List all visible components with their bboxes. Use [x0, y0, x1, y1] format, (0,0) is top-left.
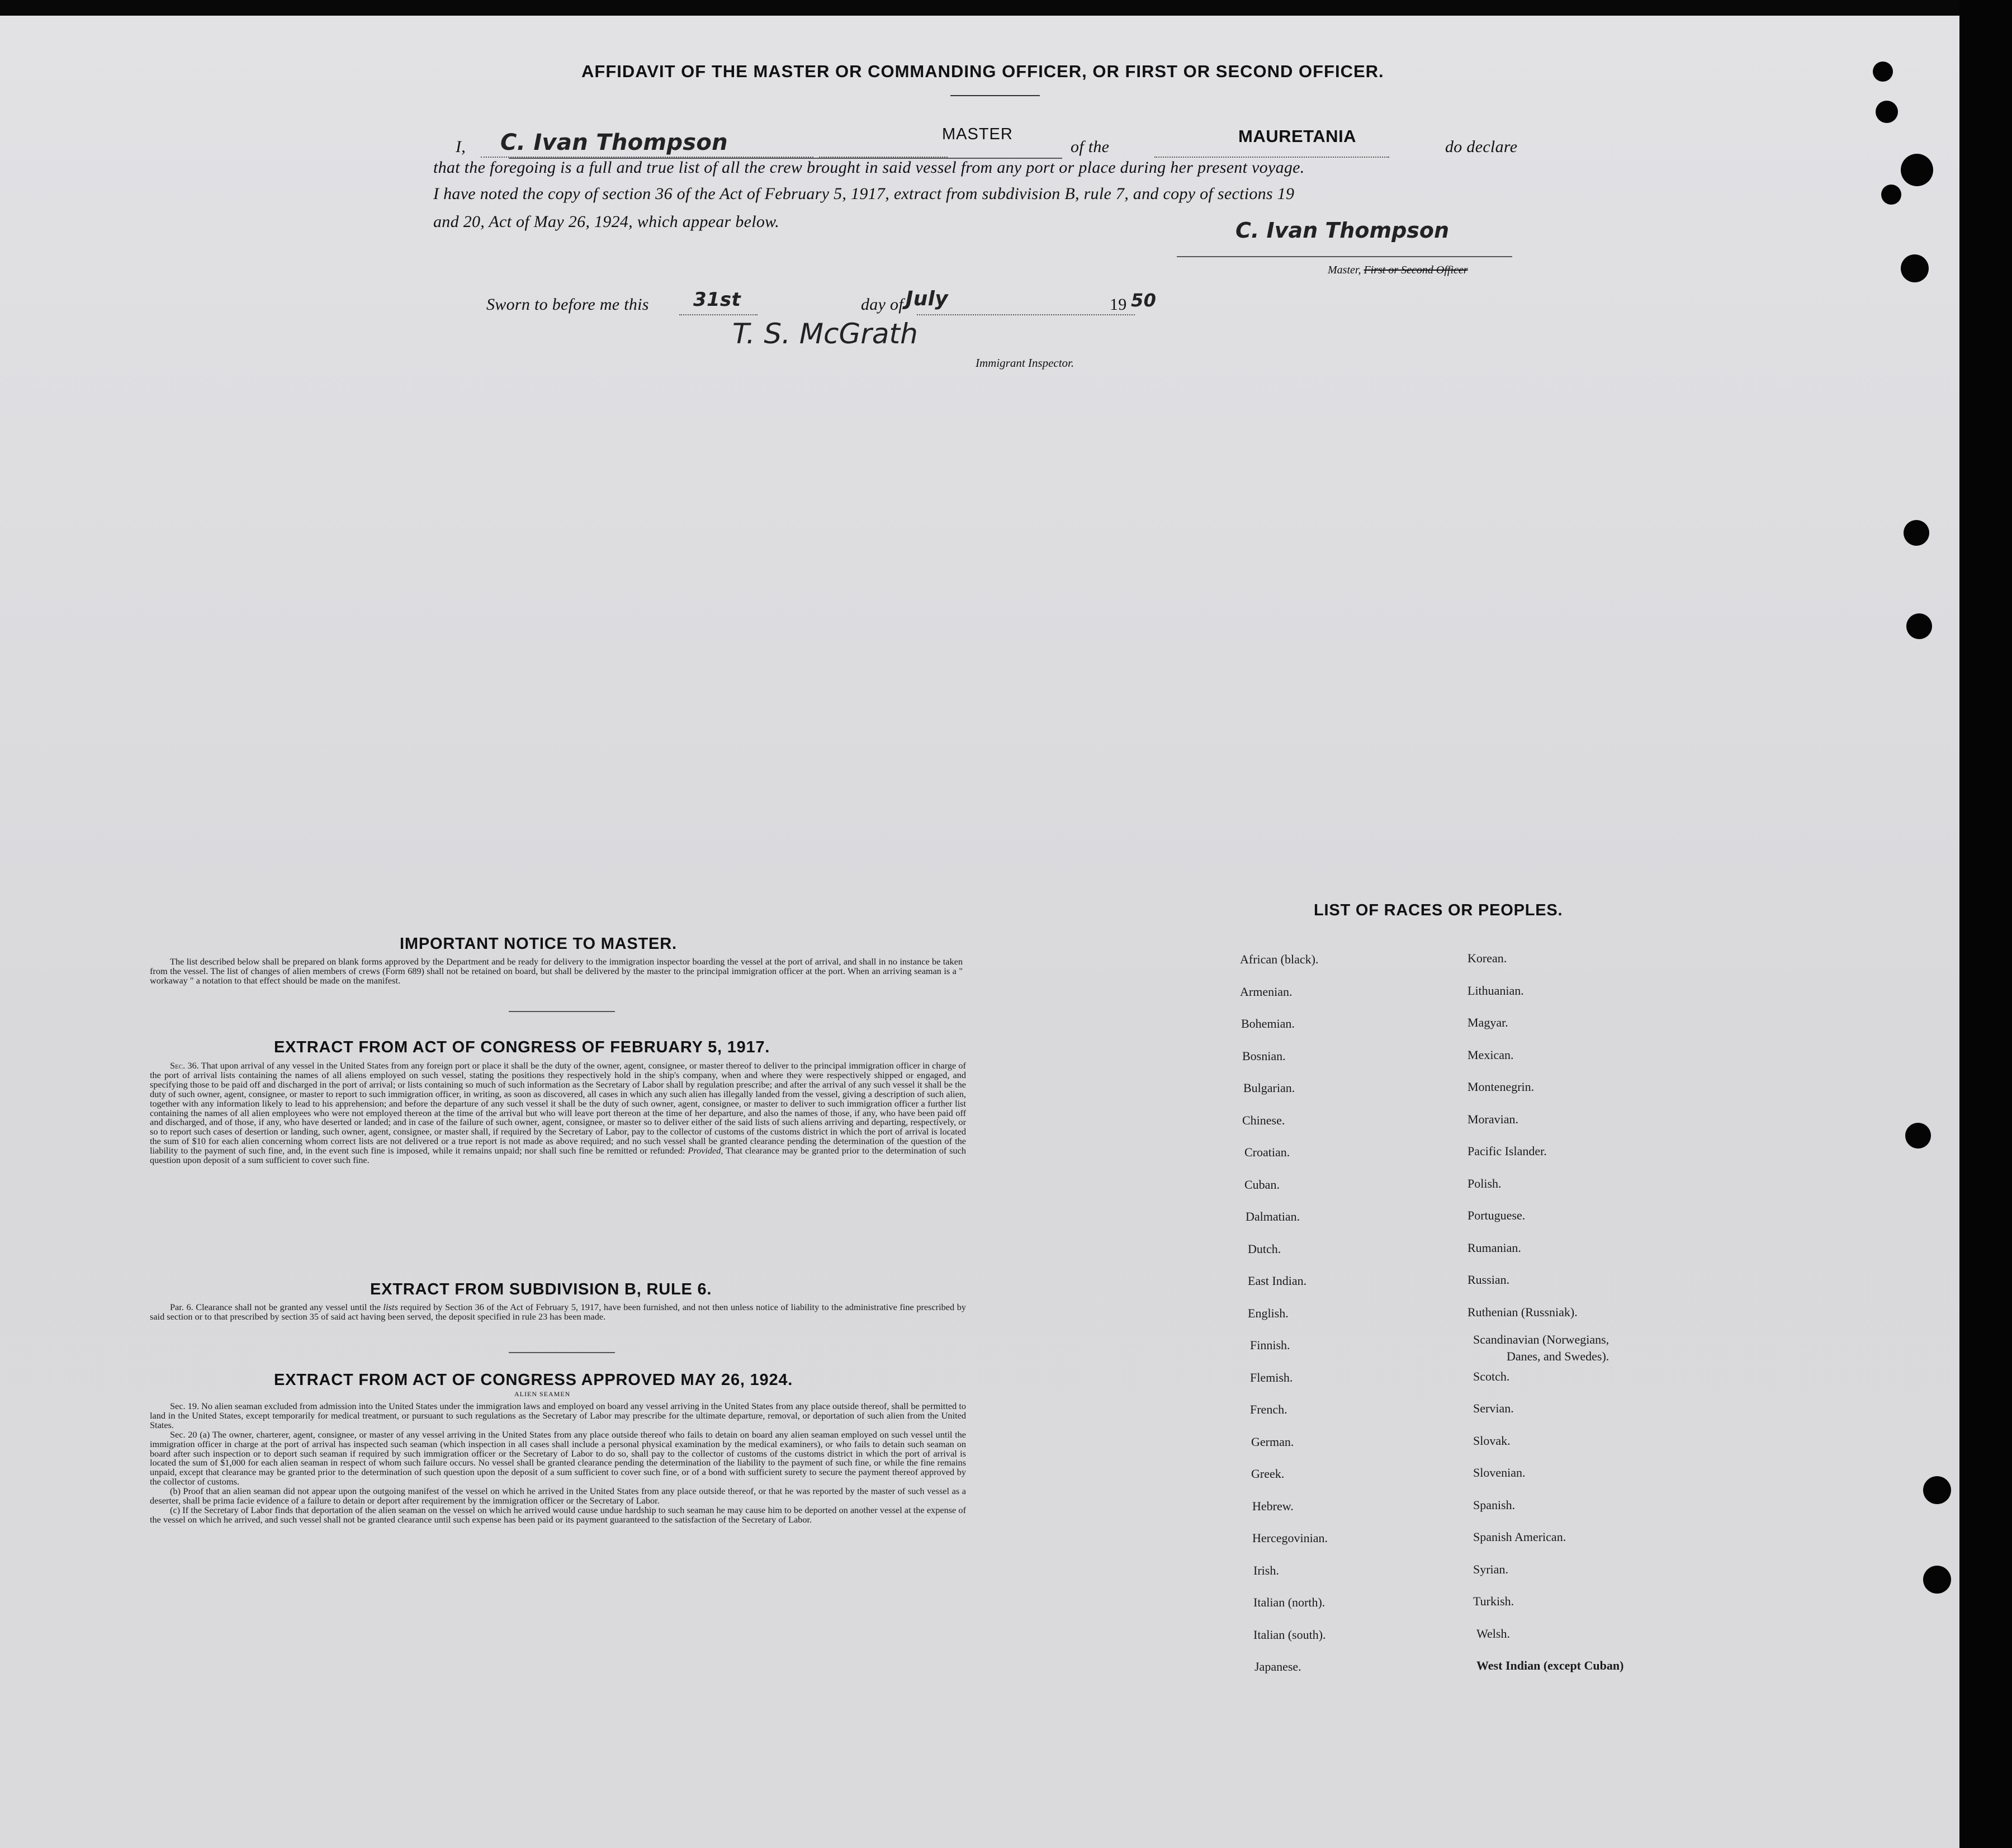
section-36-text: That upon arrival of any vessel in the United States from any foreign port or place it shall be the duty of the owner, agent, consignee, or master thereof to deliver to the principal immigration officer in charge of the port of arrival lists containing the names of all aliens employed on such vessel, stating the positions they respectively hold in the ship's company, when and where they were respectively shipped or engaged, and specifying those to be paid off and discharged in the port of arrival; or lists containing so much of such information as the Secretary of Labor shall by regulation prescribe; and after the arrival of any such vessel it shall be the duty of such owner, agent, consignee, or master to report to such immigration officer, in writing, as soon as discovered, all cases in which any such alien has illegally landed from the vessel, giving a description of such alien, together with any information likely to lead to his apprehension; and before the departure of any such vessel it shall be the duty of such owner, agent, consignee, or master to deliver to such immigration officer a further list containing the names of all alien employees who were not employed thereon at the time of the arrival but who will leave port thereon at the time of her departure, and also the names of those, if any, who have been paid off and discharged, and of those, if any, who have deserted or landed; and in case of the failure of such owner, agent, consignee, or master so to deliver either of the said lists of such aliens arriving and departing, respectively, or so to report such cases of desertion or landing, such owner, agent, consignee, or master shall, if required by the Secretary of Labor, pay to the collector of customs of the customs district in which the port of arrival is located the sum of $10 for each alien concerning whom correct lists are not delivered or a true report is not made as above required; and no such vessel shall be granted clearance pending the determination of the question of the liability to the payment of such fine, and, in the event such fine is imposed, while it remains unpaid; nor shall such fine be remitted or refunded:	[150, 1060, 966, 1156]
lists-word: lists	[383, 1302, 398, 1312]
race-item-right: Syrian.	[1473, 1562, 1508, 1576]
race-item-right: Moravian.	[1467, 1112, 1519, 1126]
rule6-text-end: required by Section 36 of the Act of February 5, 1917, have been furnished, and not then unless notice of liability to the administrative fine prescribed by said section or to that prescribed by section 35 of said act having been served, the deposit specified in rule 23 has been made.	[150, 1302, 967, 1322]
affidavit-line-2: that the foregoing is a full and true list of all the crew brought in said vessel from any port or place during her present voyage.	[433, 158, 1305, 177]
section-label: Sec. 36.	[170, 1060, 199, 1071]
race-item-left: Dalmatian.	[1246, 1209, 1300, 1223]
do-declare-label: do declare	[1445, 138, 1518, 156]
punch-hole	[1881, 185, 1901, 205]
race-item-right: Slovak.	[1473, 1433, 1511, 1448]
race-item-left: Flemish.	[1250, 1370, 1293, 1384]
race-item-right: Korean.	[1467, 951, 1507, 965]
race-item-right: Rumanian.	[1467, 1240, 1521, 1255]
race-item-left: Croatian.	[1244, 1145, 1290, 1159]
signer-title-struck: First or Second Officer	[1364, 264, 1468, 276]
punch-hole	[1901, 154, 1933, 186]
section-20a: Sec. 20 (a) The owner, charterer, agent, consignee, or master of any vessel arriving in the United States from any place outside thereof who fails to detain on board any alien seaman employed on such vessel until the immigration officer in charge at the port of arrival has inspected such seaman (which inspection in all cases shall include a personal physical examination by the medical examiners), or who fails to detain such seaman on board after such inspection or to deport such seaman if required by such immigration officer or the Secretary of Labor to do so, shall pay to the collector of customs of the customs district in which the port of arrival is located the sum of $1,000 for each alien seaman in respect of whom such failure occurs. No vessel shall be granted clearance pending the determination of the liability to the payment of such fine, or while the fine remains unpaid, except that clearance may be granted prior to the determination of such question upon the deposit of a sum sufficient to cover such fine, or of a bond with sufficient surety to secure the payment thereof approved by the collector of customs.	[150, 1429, 966, 1487]
rule6-title: EXTRACT FROM SUBDIVISION B, RULE 6.	[370, 1280, 712, 1298]
ship-name: MAURETANIA	[1238, 126, 1357, 146]
race-item-left: Bulgarian.	[1243, 1081, 1295, 1095]
race-item-right: Spanish.	[1473, 1497, 1516, 1512]
punch-hole	[1876, 101, 1898, 123]
race-item-left: Armenian.	[1240, 984, 1293, 999]
punch-hole	[1905, 1123, 1931, 1148]
of-the-label: of the	[1071, 138, 1110, 156]
notice-paragraph: The list described below shall be prepared on blank forms approved by the Department and be ready for delivery to the immigration inspector boarding the vessel at the port of arrival, and shall in no instance be taken from the vessel. The list of changes of alien members of crews (Form 689) shall not be retained on board, but shall be delivered by the master to the principal immigration officer at the port. When an arriving seaman is a " workaway " a notation to that effect should be made on the manifest.	[150, 956, 963, 986]
divider	[509, 1011, 615, 1012]
race-item-right: Welsh.	[1476, 1626, 1510, 1641]
scandinavian-continuation: Danes, and Swedes).	[1507, 1349, 1609, 1363]
affidavit-line-4: and 20, Act of May 26, 1924, which appear below.	[433, 212, 780, 231]
race-item-right: Scandinavian (Norwegians,	[1473, 1332, 1609, 1346]
race-item-left: German.	[1251, 1434, 1294, 1449]
rule6-text: Par. 6. Clearance shall not be granted any vessel until the	[170, 1302, 381, 1312]
notice-title: IMPORTANT NOTICE TO MASTER.	[400, 935, 677, 953]
month-dotted-line	[917, 314, 1135, 315]
race-item-left: Bosnian.	[1242, 1048, 1286, 1063]
extract-1924-title: EXTRACT FROM ACT OF CONGRESS APPROVED MAY 26, 1924.	[274, 1371, 793, 1389]
races-title: LIST OF RACES OR PEOPLES.	[1314, 901, 1563, 919]
scan-border-right	[1959, 0, 2012, 1848]
race-item-left: Dutch.	[1248, 1241, 1281, 1256]
punch-hole	[1873, 62, 1893, 82]
sworn-day-handwritten: 31st	[693, 289, 741, 311]
section-19: Sec. 19. No alien seaman excluded from admission into the United States under the immigration laws and employed on board any vessel arriving in the United States from any place outside thereof, shall be permitted to land in the United States, except temporarily for medical treatment, or pursuant to such regulations as the Secretary of Labor may prescribe for the ultimate departure, removal, or deportation of such alien from the United States.	[150, 1401, 966, 1430]
signer-title-master: Master,	[1328, 264, 1361, 276]
year-suffix-handwritten: 50	[1131, 290, 1157, 311]
title-underline	[950, 95, 1040, 96]
race-item-right: Magyar.	[1467, 1015, 1508, 1029]
race-item-left: Irish.	[1253, 1563, 1279, 1577]
punch-hole	[1923, 1566, 1951, 1594]
day-dotted-line	[679, 314, 758, 315]
scan-border-top	[0, 0, 2012, 16]
section-36-text-end: That clearance may be granted prior to the determination of such question upon deposit of a sum sufficient to cover such fine.	[150, 1145, 967, 1166]
race-item-left: English.	[1248, 1306, 1289, 1320]
punch-hole	[1923, 1476, 1951, 1504]
race-item-left: East Indian.	[1248, 1274, 1307, 1288]
race-item-left: Hercegovinian.	[1252, 1531, 1328, 1545]
race-item-right: Portuguese.	[1467, 1208, 1526, 1222]
extract-1917-title: EXTRACT FROM ACT OF CONGRESS OF FEBRUARY 5, 1917.	[274, 1038, 770, 1056]
race-item-right: Ruthenian (Russniak).	[1467, 1305, 1578, 1319]
race-item-right: West Indian (except Cuban)	[1476, 1658, 1624, 1672]
race-item-left: Chinese.	[1242, 1113, 1285, 1127]
race-item-left: Italian (north).	[1253, 1595, 1325, 1609]
race-item-left: French.	[1250, 1402, 1287, 1416]
race-item-left: Hebrew.	[1252, 1499, 1294, 1513]
day-of-label: day of	[861, 295, 903, 314]
section-20c: (c) If the Secretary of Labor finds that deportation of the alien seaman on the vessel on which he arrived would cause undue hardship to such seaman he may cause him to be deported on another vessel at the expense of the vessel on which he arrived, and such vessel shall not be granted clearance until such expense has been paid or its payment guaranteed to the satisfaction of the Secretary of Labor.	[150, 1504, 966, 1525]
master-signature: C. Ivan Thompson	[1235, 218, 1450, 243]
provided-word: Provided,	[688, 1145, 723, 1156]
inspector-title: Immigrant Inspector.	[976, 356, 1074, 370]
inspector-signature: T. S. McGrath	[732, 318, 918, 350]
race-item-right: Polish.	[1467, 1176, 1502, 1190]
sworn-month-handwritten: July	[906, 287, 949, 310]
master-name-handwritten: C. Ivan Thompson	[500, 130, 728, 155]
divider	[509, 1352, 615, 1353]
rank-printed: MASTER	[942, 125, 1013, 143]
extract-1924-body	[150, 1402, 966, 1525]
race-item-right: Mexican.	[1467, 1047, 1514, 1062]
year-prefix: 19	[1110, 295, 1127, 314]
affidavit-line-3: I have noted the copy of section 36 of the Act of February 5, 1917, extract from subdivision B, rule 7, and copy of sections 19	[433, 185, 1295, 203]
race-item-right: Spanish American.	[1473, 1530, 1566, 1544]
rule6-body	[150, 1303, 966, 1322]
extract-1917-body	[150, 1061, 966, 1165]
race-item-right: Turkish.	[1473, 1594, 1514, 1608]
signature-line	[1177, 256, 1512, 257]
race-item-left: Italian (south).	[1253, 1627, 1326, 1642]
race-item-right: Slovenian.	[1473, 1466, 1526, 1480]
race-item-left: Japanese.	[1254, 1660, 1301, 1674]
race-item-right: Servian.	[1473, 1401, 1514, 1415]
alien-seamen-subtitle: ALIEN SEAMEN	[514, 1390, 571, 1398]
punch-hole	[1901, 254, 1929, 282]
punch-hole	[1906, 613, 1932, 639]
affidavit-line-1	[433, 125, 1535, 159]
race-item-right: Montenegrin.	[1467, 1080, 1535, 1094]
section-20b: (b) Proof that an alien seaman did not appear upon the outgoing manifest of the vessel on which he arrived in the United States from any place outside thereof, or that he was reported by the master of such vessel as a deserter, shall be prima facie evidence of a failure to detain or deport after requirement by the immigration officer or the Secretary of Labor.	[150, 1486, 966, 1506]
i-label: I,	[456, 138, 466, 156]
race-item-right: Lithuanian.	[1467, 983, 1524, 998]
race-item-right: Pacific Islander.	[1467, 1144, 1547, 1158]
race-item-left: Finnish.	[1250, 1338, 1290, 1352]
race-item-left: Greek.	[1251, 1467, 1285, 1481]
sworn-label: Sworn to before me this	[486, 295, 649, 314]
signer-title	[1328, 264, 1468, 277]
punch-hole	[1904, 520, 1929, 546]
race-item-right: Russian.	[1467, 1273, 1510, 1287]
race-item-right: Scotch.	[1473, 1369, 1510, 1383]
affidavit-title: AFFIDAVIT OF THE MASTER OR COMMANDING OFFICER, OR FIRST OR SECOND OFFICER.	[581, 62, 1384, 81]
race-item-left: Bohemian.	[1241, 1017, 1295, 1031]
notice-body	[150, 957, 963, 986]
race-item-left: African (black).	[1240, 952, 1319, 966]
race-item-left: Cuban.	[1244, 1177, 1280, 1192]
ship-dotted-line	[1154, 157, 1389, 158]
